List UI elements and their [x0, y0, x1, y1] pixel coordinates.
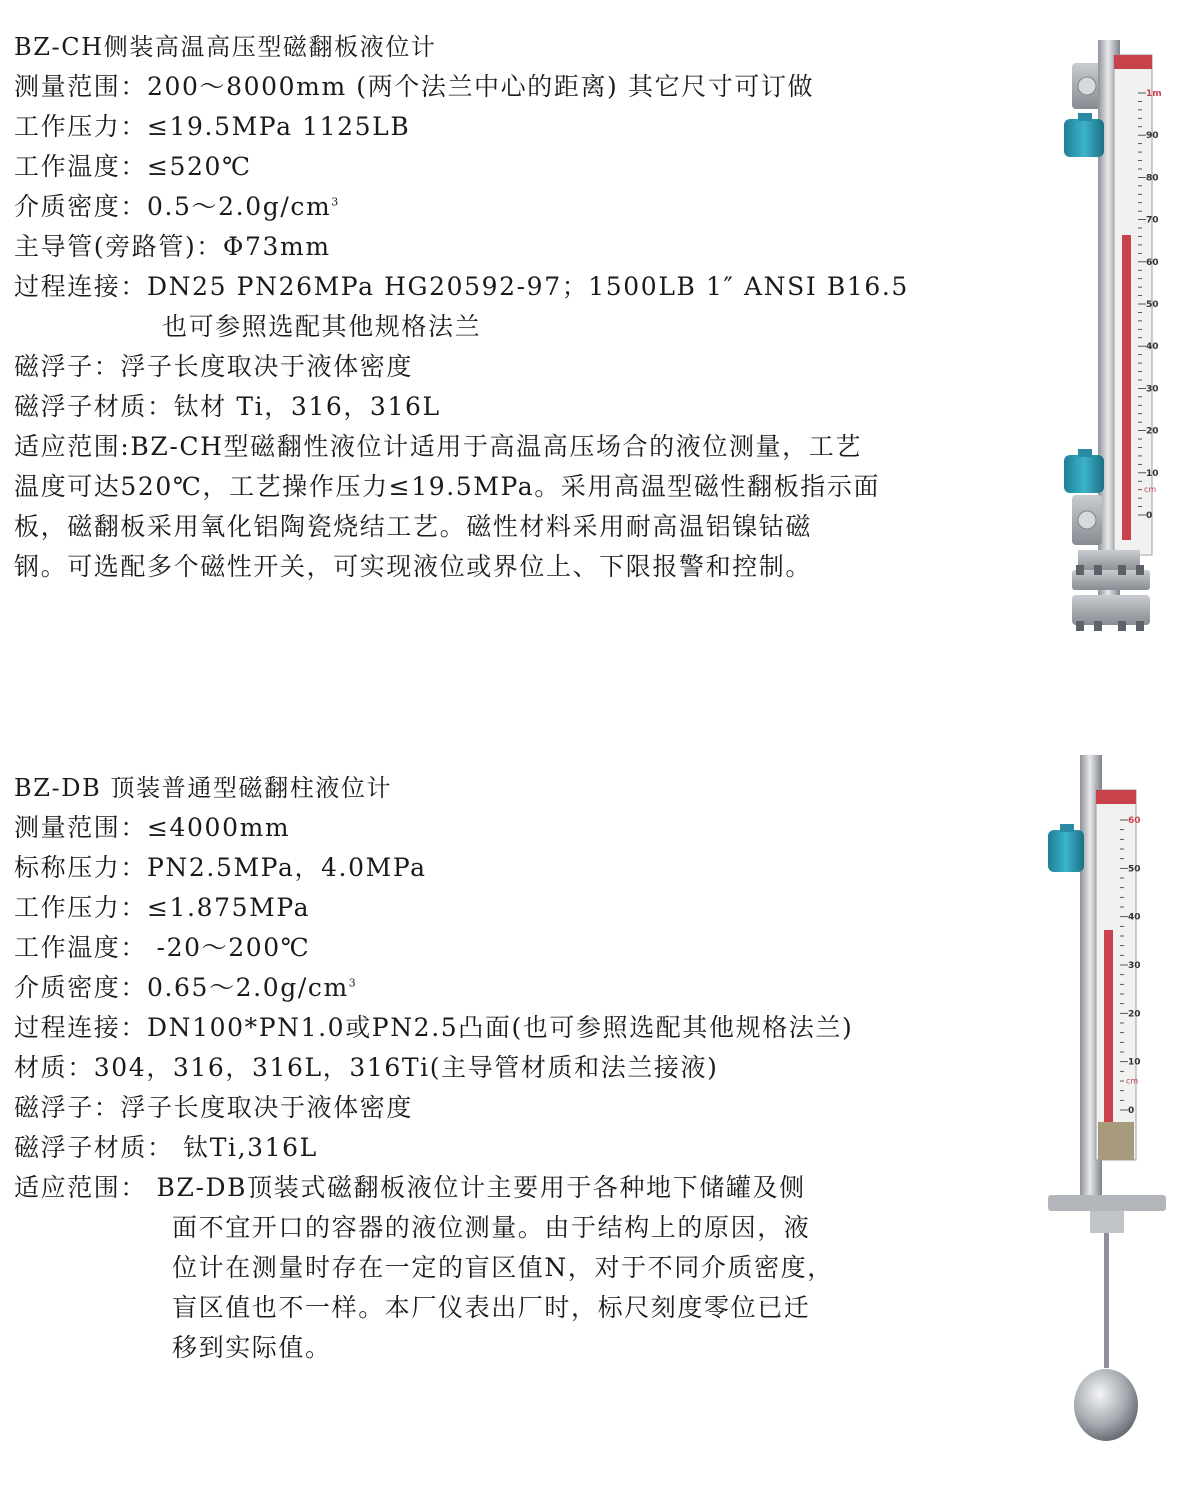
spec-connection: 过程连接：DN25 PN26MPa HG20592-97；1500LB 1″ ANSI B16.5	[14, 272, 909, 301]
spec-pressure: 工作压力：≤1.875MPa	[14, 893, 311, 922]
spec-density-text: 介质密度：0.65～2.0g/cm	[14, 973, 349, 1002]
top-flange	[1048, 1195, 1166, 1211]
scale-label: 0	[1146, 511, 1153, 521]
float-rod	[1104, 1233, 1109, 1368]
scale-label: 40	[1128, 912, 1141, 923]
scale-label: 1m	[1146, 89, 1162, 99]
scale-label: 50	[1146, 300, 1159, 310]
nameplate	[1098, 1122, 1134, 1160]
product2-title: BZ-DB 顶装普通型磁翻柱液位计	[14, 774, 393, 802]
scale-label: 10	[1146, 468, 1159, 479]
spec-float: 磁浮子：浮子长度取决于液体密度	[14, 352, 414, 381]
spec-application-3: 位计在测量时存在一定的盲区值N，对于不同介质密度，	[172, 1253, 834, 1282]
spec-nominal-pressure: 标称压力：PN2.5MPa，4.0MPa	[14, 853, 427, 882]
scale-label: 30	[1128, 961, 1141, 971]
scale-label: 50	[1128, 864, 1141, 875]
scale-label: 20	[1128, 1009, 1141, 1020]
spec-application-2: 面不宜开口的容器的液位测量。由于结构上的原因，液	[172, 1213, 811, 1242]
scale-label: 90	[1146, 131, 1159, 142]
level-indicator	[1104, 930, 1113, 1135]
spec-connection: 过程连接：DN100*PN1.0或PN2.5凸面(也可参照选配其他规格法兰)	[14, 1013, 854, 1042]
spec-density-text: 介质密度：0.5～2.0g/cm	[14, 192, 332, 221]
scale-unit: cm	[1144, 484, 1157, 494]
scale-label: 60	[1146, 257, 1159, 268]
spec-application-4: 盲区值也不一样。本厂仪表出厂时，标尺刻度零位已迁	[172, 1293, 811, 1322]
scale-label: 60	[1128, 816, 1141, 826]
spec-main-pipe: 主导管(旁路管)：Φ73mm	[14, 232, 331, 261]
spec-density-sup: 3	[331, 195, 340, 209]
spec-application-3: 板，磁翻板采用氧化铝陶瓷烧结工艺。磁性材料采用耐高温铝镍钴磁	[14, 512, 813, 541]
scale-label: 10	[1128, 1057, 1141, 1068]
scale-label: 70	[1146, 215, 1159, 226]
spec-application-1: 适应范围： BZ-DB顶装式磁翻板液位计主要用于各种地下储罐及侧	[14, 1173, 806, 1202]
upper-switch-housing	[1064, 119, 1104, 157]
spec-density	[14, 187, 340, 227]
spec-float: 磁浮子：浮子长度取决于液体密度	[14, 1093, 414, 1122]
spec-float-material: 磁浮子材质：钛材 Ti，316，316L	[14, 392, 441, 421]
scale-plate	[1096, 790, 1141, 1160]
level-indicator	[1122, 235, 1131, 540]
scale-unit: cm	[1126, 1076, 1139, 1086]
scale-label: 40	[1146, 342, 1159, 353]
spec-density	[14, 968, 357, 1008]
float-ball	[1074, 1369, 1138, 1441]
top-mounted-gauge-image	[1040, 750, 1180, 1450]
scale-label: 30	[1146, 384, 1159, 395]
spec-pressure: 工作压力：≤19.5MPa 1125LB	[14, 112, 411, 141]
lower-switch-housing	[1064, 455, 1104, 493]
scale-label: 80	[1146, 173, 1159, 184]
spec-float-material: 磁浮子材质： 钛Ti,316L	[14, 1133, 318, 1162]
spec-connection-note: 也可参照选配其他规格法兰	[162, 312, 482, 341]
spec-range: 测量范围：≤4000mm	[14, 813, 291, 842]
bottom-flange-neck	[1078, 550, 1140, 572]
scale-label: 0	[1128, 1106, 1135, 1116]
spec-range: 测量范围：200～8000mm (两个法兰中心的距离) 其它尺寸可订做	[14, 72, 815, 101]
spec-application-4: 钢。可选配多个磁性开关，可实现液位或界位上、下限报警和控制。	[14, 552, 813, 581]
spec-temperature: 工作温度： -20～200℃	[14, 933, 311, 962]
side-mounted-gauge-image	[1050, 35, 1180, 645]
scale-plate	[1114, 55, 1162, 555]
spec-material: 材质：304，316，316L，316Ti(主导管材质和法兰接液)	[14, 1053, 719, 1082]
switch-housing	[1048, 830, 1084, 872]
product1-title: BZ-CH侧装高温高压型磁翻板液位计	[14, 33, 437, 61]
spec-density-sup: 3	[348, 976, 358, 990]
spec-application-1: 适应范围:BZ-CH型磁翻性液位计适用于高温高压场合的液位测量，工艺	[14, 432, 862, 461]
scale-label: 20	[1146, 426, 1159, 437]
spec-application-5: 移到实际值。	[172, 1333, 332, 1362]
spec-temperature: 工作温度：≤520℃	[14, 152, 252, 181]
spec-application-2: 温度可达520℃，工艺操作压力≤19.5MPa。采用高温型磁性翻板指示面	[14, 472, 881, 501]
